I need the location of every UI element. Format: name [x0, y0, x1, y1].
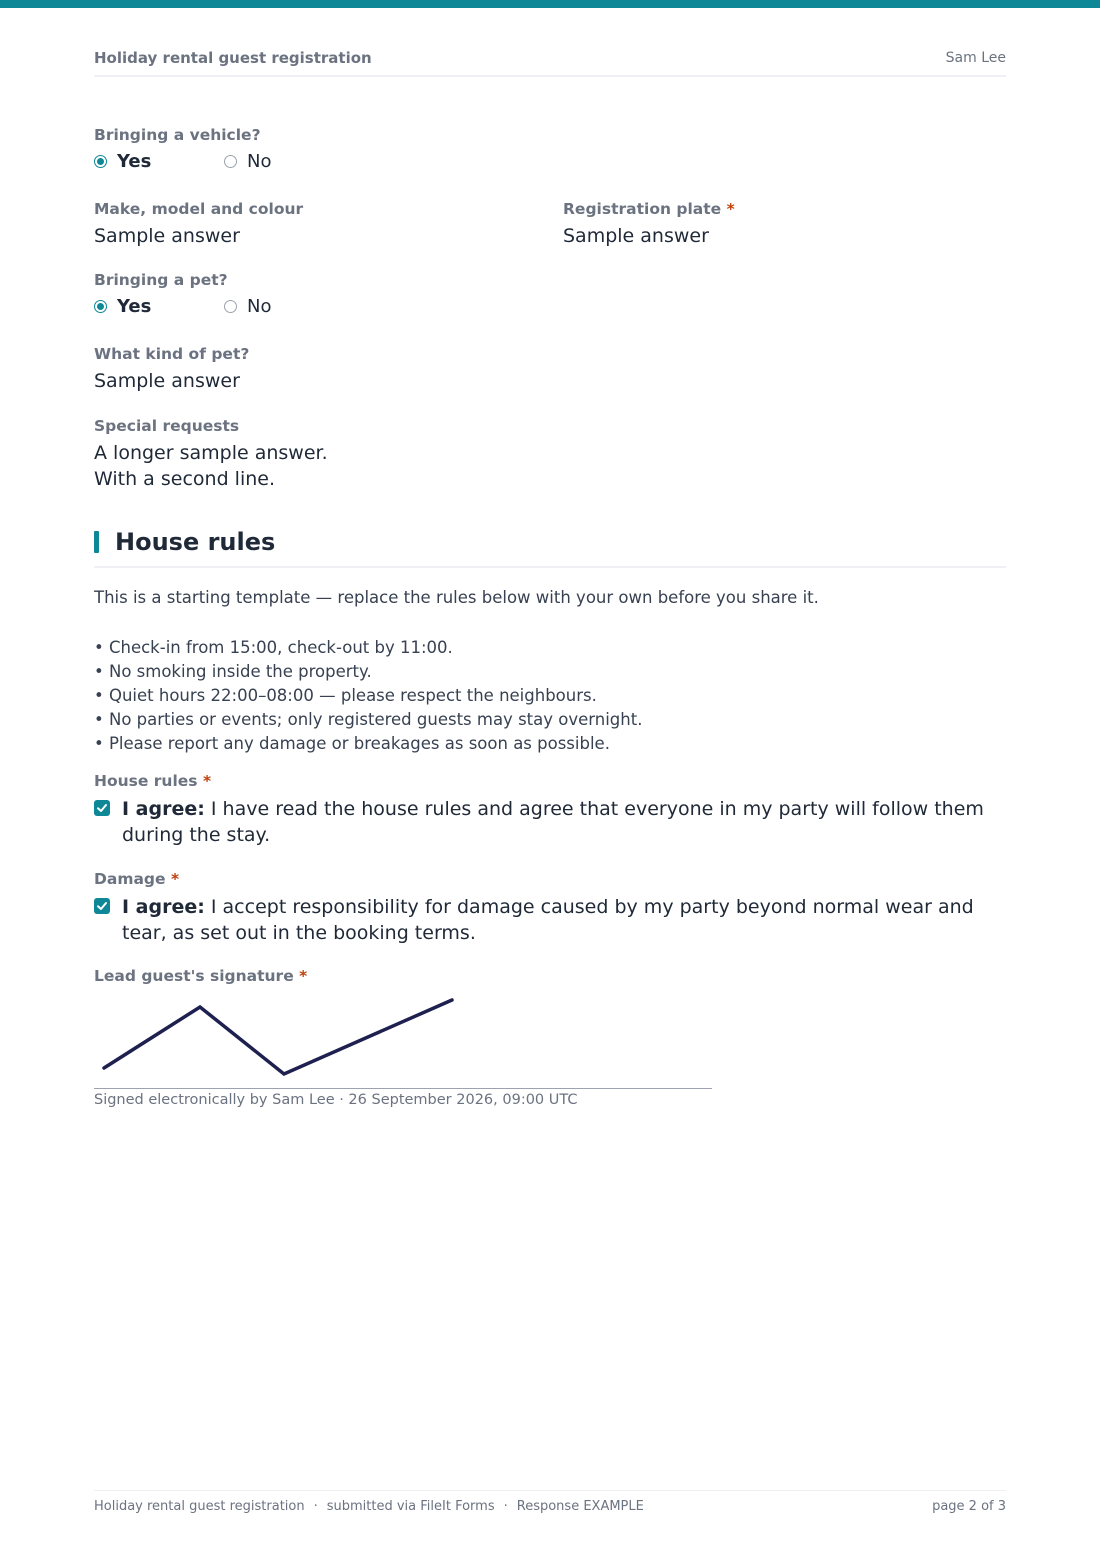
- damage-consent-label-text: Damage: [94, 870, 166, 888]
- signature-label-text: Lead guest's signature: [94, 967, 294, 985]
- form-title: Holiday rental guest registration: [94, 49, 372, 67]
- agree-statement: I accept responsibility for damage caused by my party beyond normal wear and tear, as set out in the booking terms.: [122, 896, 974, 944]
- damage-agree-text: [122, 894, 992, 946]
- agree-prefix: I agree:: [122, 798, 205, 820]
- radio-selected-icon: [94, 300, 107, 313]
- rule-item: • No parties or events; only registered guests may stay overnight.: [94, 708, 642, 732]
- rule-item: • No smoking inside the property.: [94, 660, 642, 684]
- required-marker: *: [170, 870, 180, 888]
- pet-kind-label: What kind of pet?: [94, 345, 250, 363]
- vehicle-question-label: Bringing a vehicle?: [94, 126, 261, 144]
- page-number: page 2 of 3: [932, 1499, 1006, 1514]
- signature-box: [94, 992, 712, 1089]
- rule-item: • Please report any damage or breakages as soon as possible.: [94, 732, 642, 756]
- house-rules-agree-checkbox[interactable]: [94, 796, 994, 850]
- special-requests-line-1: A longer sample answer.: [94, 442, 328, 464]
- vehicle-yes-radio[interactable]: [94, 151, 151, 172]
- radio-label: No: [247, 296, 272, 317]
- radio-selected-icon: [94, 155, 107, 168]
- checkbox-checked-icon: [94, 800, 110, 816]
- section-accent-bar: [94, 531, 99, 553]
- signature-label: [94, 967, 307, 985]
- radio-label: Yes: [117, 151, 152, 172]
- section-title: House rules: [115, 528, 276, 556]
- radio-unselected-icon: [224, 300, 237, 313]
- top-accent-bar: [0, 0, 1100, 8]
- house-rules-consent-label: [94, 772, 211, 790]
- rule-item: • Check-in from 15:00, check-out by 11:00.: [94, 636, 642, 660]
- pet-question-label: Bringing a pet?: [94, 271, 228, 289]
- required-marker: *: [202, 772, 212, 790]
- required-marker: *: [726, 200, 735, 218]
- footer-form-name: Holiday rental guest registration: [94, 1499, 305, 1514]
- footer-info: Holiday rental guest registration · submitted via FileIt Forms · Response EXAMPLE: [94, 1499, 644, 1514]
- house-rules-section-heading: [94, 528, 1006, 568]
- page-header: [94, 48, 1006, 77]
- page-footer: [94, 1490, 1006, 1521]
- make-model-answer: Sample answer: [94, 225, 240, 247]
- house-rules-list: [94, 636, 642, 756]
- signature-caption: Signed electronically by Sam Lee · 26 September 2026, 09:00 UTC: [94, 1092, 578, 1108]
- checkbox-checked-icon: [94, 898, 110, 914]
- user-name: Sam Lee: [945, 50, 1006, 66]
- damage-agree-checkbox[interactable]: [94, 894, 994, 948]
- special-requests-label: Special requests: [94, 417, 240, 435]
- pet-no-radio[interactable]: [224, 296, 271, 317]
- agree-prefix: I agree:: [122, 896, 205, 918]
- vehicle-no-radio[interactable]: [224, 151, 271, 172]
- make-model-label: Make, model and colour: [94, 200, 304, 218]
- footer-response: Response EXAMPLE: [516, 1499, 644, 1514]
- special-requests-line-2: With a second line.: [94, 468, 275, 490]
- radio-label: No: [247, 151, 272, 172]
- house-rules-agree-text: [122, 796, 992, 848]
- registration-plate-label-text: Registration plate: [563, 200, 722, 218]
- radio-label: Yes: [117, 296, 152, 317]
- pet-kind-answer: Sample answer: [94, 370, 240, 392]
- damage-consent-label: [94, 870, 179, 888]
- agree-statement: I have read the house rules and agree that everyone in my party will follow them during the stay.: [122, 798, 984, 846]
- house-rules-intro: This is a starting template — replace the rules below with your own before you share it.: [94, 588, 819, 607]
- radio-unselected-icon: [224, 155, 237, 168]
- required-marker: *: [299, 967, 308, 985]
- house-rules-consent-label-text: House rules: [94, 772, 198, 790]
- registration-plate-label: [563, 200, 735, 218]
- pet-yes-radio[interactable]: [94, 296, 151, 317]
- signature-drawing: [94, 992, 712, 1088]
- registration-plate-answer: Sample answer: [563, 225, 709, 247]
- rule-item: • Quiet hours 22:00–08:00 — please respect the neighbours.: [94, 684, 642, 708]
- footer-via: submitted via FileIt Forms: [326, 1499, 495, 1514]
